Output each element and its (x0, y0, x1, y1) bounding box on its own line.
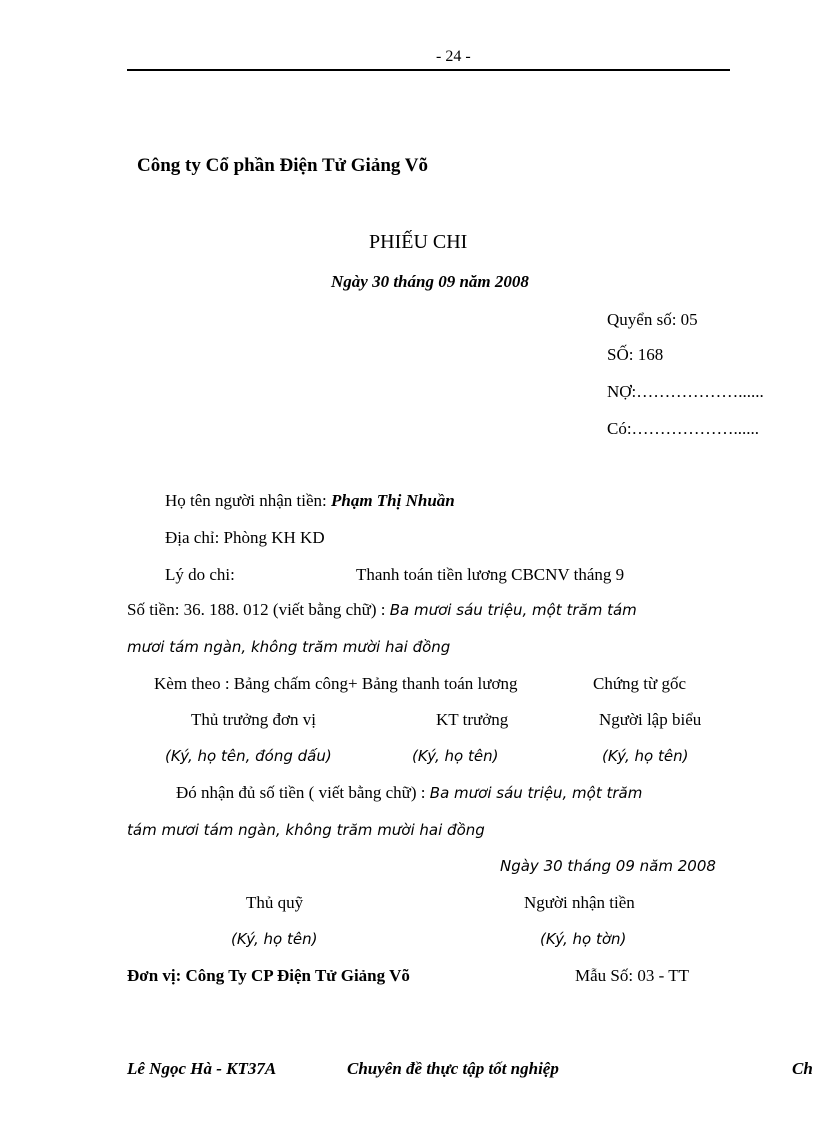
document-title: PHIẾU CHI (369, 231, 468, 253)
recipient-label: Họ tên người nhận tiền: (165, 491, 327, 510)
amount-words-line1: Ba mươi sáu triệu, một trăm tám (389, 601, 637, 619)
debit-field: NỢ:………………...... (607, 382, 764, 401)
sign-note-director: (Ký, họ tên, đóng dấu) (165, 747, 332, 765)
amount-label: Số tiền: 36. 188. 012 (viết bằng chữ) : (127, 600, 386, 619)
received-row (176, 783, 642, 803)
original-docs: Chứng từ gốc (593, 674, 687, 693)
document-date: Ngày 30 tháng 09 năm 2008 (331, 272, 529, 291)
book-number: Quyển số: 05 (607, 310, 698, 329)
sign-note-receiver: (Ký, họ tờn) (540, 930, 627, 948)
received-words-line2: tám mươi tám ngàn, không trăm mười hai đồng (127, 821, 485, 839)
credit-field: Có:………………...... (607, 419, 760, 438)
recipient-row (165, 491, 455, 511)
attached-docs: Kèm theo : Bảng chấm công+ Bảng thanh toán lương (154, 674, 518, 693)
footer-subject: Chuyên đề thực tập tốt nghiệp (347, 1059, 559, 1078)
reason-value: Thanh toán tiền lương CBCNV tháng 9 (356, 565, 625, 584)
reason-label: Lý do chi: (165, 565, 235, 584)
page-number: - 24 - (436, 48, 471, 65)
amount-words-line2: mươi tám ngàn, không trăm mười hai đồng (127, 638, 451, 656)
sign-title-chief-accountant: KT trưởng (436, 710, 509, 729)
received-words-line1: Ba mươi sáu triệu, một trăm (429, 784, 643, 802)
form-number: Mẫu Số: 03 - TT (575, 966, 689, 985)
amount-row (127, 600, 637, 620)
sign-date: Ngày 30 tháng 09 năm 2008 (500, 857, 716, 875)
sign-title-cashier: Thủ quỹ (246, 893, 304, 912)
address: Địa chỉ: Phòng KH KD (165, 528, 325, 547)
footer-cut-text: Ch (792, 1059, 813, 1078)
sign-note-preparer: (Ký, họ tên) (602, 747, 689, 765)
voucher-number: SỐ: 168 (607, 345, 664, 364)
sign-note-chief-accountant: (Ký, họ tên) (412, 747, 499, 765)
unit-name: Đơn vị: Công Ty CP Điện Tử Giảng Võ (127, 966, 410, 985)
footer-author: Lê Ngọc Hà - KT37A (127, 1059, 277, 1078)
sign-title-preparer: Người lập biểu (599, 710, 702, 729)
received-label: Đó nhận đủ số tiền ( viết bằng chữ) : (176, 783, 426, 802)
sign-title-director: Thủ trưởng đơn vị (191, 710, 316, 729)
sign-note-cashier: (Ký, họ tên) (231, 930, 318, 948)
sign-title-receiver: Người nhận tiền (524, 893, 635, 912)
recipient-name: Phạm Thị Nhuần (330, 491, 455, 510)
header-rule (127, 69, 730, 71)
company-name: Công ty Cổ phần Điện Tử Giảng Võ (137, 155, 429, 176)
